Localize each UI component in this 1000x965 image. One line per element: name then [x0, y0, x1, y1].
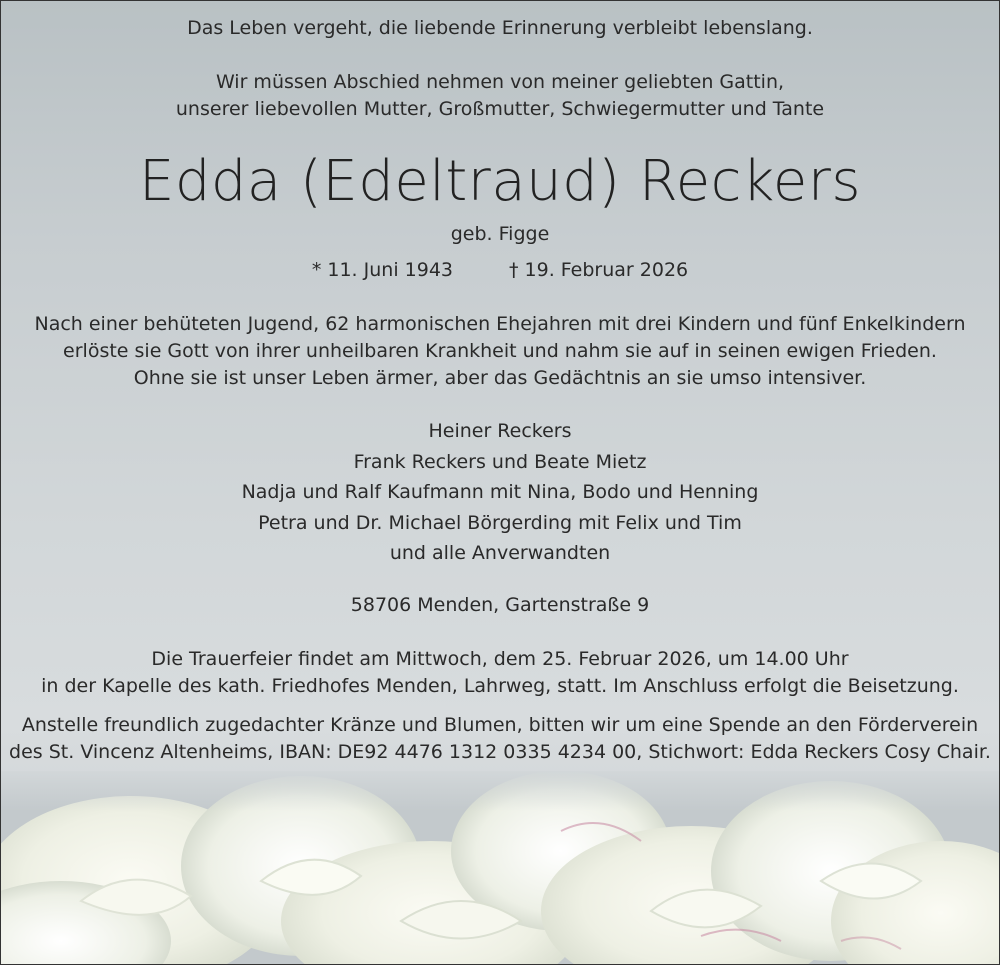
motto — [1, 15, 999, 42]
motto-line: Das Leben vergeht, die liebende Erinnerung verbleibt lebenslang. — [187, 17, 813, 39]
white-roses-image — [1, 771, 999, 964]
donation-line: des St. Vincenz Altenheims, IBAN: DE92 4476 1312 0335 4234 00, Stichwort: Edda Reckers Cosy Chair. — [9, 741, 991, 763]
address: 58706 Menden, Gartenstraße 9 — [350, 594, 650, 616]
mourner: Frank Reckers und Beate Mietz — [353, 450, 647, 473]
deceased-name: Edda (Edeltraud) Reckers — [138, 149, 862, 214]
mourner: Heiner Reckers — [428, 420, 572, 442]
service-line: Die Trauerfeier findet am Mittwoch, dem 25. Februar 2026, um 14.00 Uhr — [151, 648, 849, 670]
donation-line: Anstelle freundlich zugedachter Kränze und Blumen, bitten wir um eine Spende an den Förderverein — [21, 714, 979, 736]
intro-text — [1, 69, 999, 123]
birth-date: * 11. Juni 1943 — [311, 259, 453, 281]
donation-info — [1, 712, 999, 766]
mourner: und alle Anverwandten — [389, 542, 611, 564]
text-line: erlöste sie Gott von ihrer unheilbaren Krankheit und nahm sie auf in seinen ewigen Frieden. — [63, 340, 937, 362]
birth-name: geb. Figge — [450, 223, 550, 245]
intro-line: unserer liebevollen Mutter, Großmutter, Schwiegermutter und Tante — [175, 98, 825, 120]
text-line: Ohne sie ist unser Leben ärmer, aber das Gedächtnis an sie umso intensiver. — [133, 367, 867, 389]
mourners-list — [1, 416, 999, 569]
intro-line: Wir müssen Abschied nehmen von meiner geliebten Gattin, — [215, 71, 785, 93]
life-dates — [1, 257, 999, 284]
funeral-service-info — [1, 646, 999, 700]
death-date: † 19. Februar 2026 — [509, 259, 689, 281]
service-line: in der Kapelle des kath. Friedhofes Menden, Lahrweg, statt. Im Anschluss erfolgt die Beisetzung. — [41, 675, 959, 697]
obituary-text — [1, 311, 999, 392]
mourner: Petra und Dr. Michael Börgerding mit Felix und Tim — [258, 511, 742, 534]
mourner: Nadja und Ralf Kaufmann mit Nina, Bodo und Henning — [241, 481, 759, 503]
text-line: Nach einer behüteten Jugend, 62 harmonischen Ehejahren mit drei Kindern und fünf Enkelkindern — [34, 313, 966, 335]
